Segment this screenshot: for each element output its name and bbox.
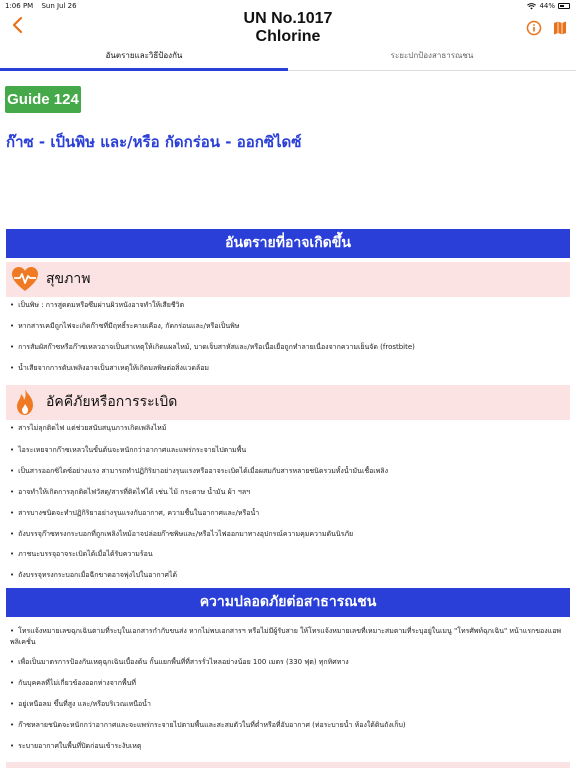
battery-percent: 44% [539, 2, 555, 10]
health-item: • น้ำเสียจากการดับเพลิงอาจเป็นสาเหตุให้เกิดมลพิษต่อสิ่งแวดล้อม [10, 363, 565, 374]
guide-title: ก๊าซ - เป็นพิษ และ/หรือ กัดกร่อน - ออกซิไดซ์ [6, 133, 302, 151]
guide-badge: Guide 124 [5, 86, 81, 113]
info-icon [526, 20, 542, 36]
fire-item: • สารไม่ลุกติดไฟ แต่ช่วยสนับสนุนการเกิดเพลิงไหม้ [10, 423, 565, 434]
fire-label: อัคคีภัยหรือการระเบิด [46, 394, 178, 410]
health-item: • การสัมผัสก๊าซหรือก๊าซเหลวอาจเป็นสาเหตุให้เกิดแผลไหม้, บาดเจ็บสาหัสและ/หรือเนื้อเยื่อถูกทำลายเนื่องจากความเย็นจัด (frostbite) [10, 342, 565, 353]
un-number: UN No.1017 [243, 10, 333, 27]
status-date: Sun Jul 26 [41, 2, 77, 10]
health-item: • เป็นพิษ : การสูดดมหรือซึมผ่านผิวหนังอาจทำให้เสียชีวิต [10, 300, 565, 311]
fire-item: • สารบางชนิดจะทำปฏิกิริยาอย่างรุนแรงกับอากาศ, ความชื้นในอากาศและ/หรือน้ำ [10, 508, 565, 519]
flame-icon [10, 388, 40, 416]
tab-public-safety-distance[interactable]: ระยะปกป้องสาธารณชน [390, 51, 474, 60]
fire-item: • เป็นสารออกซิไดซ์อย่างแรง สามารถทำปฏิกิริยาอย่างรุนแรงหรืออาจระเบิดได้เมื่อผสมกับสารหลายชนิดรวมทั้งน้ำมันเชื้อเพลิง [10, 466, 565, 477]
navigation-bar [0, 10, 576, 46]
info-button[interactable] [526, 20, 542, 36]
fire-item: • อาจทำให้เกิดการลุกติดไฟวัสดุ/สารที่ติดไฟได้ เช่น ไม้ กระดาษ น้ำมัน ผ้า ฯลฯ [10, 487, 565, 498]
battery-icon [558, 3, 570, 9]
safety-item: • เพื่อเป็นมาตรการป้องกันเหตุฉุกเฉินเบื้องต้น กั้นแยกพื้นที่ที่สารรั่วไหลอย่างน้อย 100 เมตร (330 ฟุต) ทุกทิศทาง [10, 657, 565, 668]
hazards-section-header: อันตรายที่อาจเกิดขึ้น [6, 229, 570, 258]
heartbeat-icon [10, 265, 40, 293]
fire-category [6, 385, 570, 420]
fire-item: • ถังบรรจุทรงกระบอกเมื่อฉีกขาดอาจพุ่งไปในอากาศได้ [10, 570, 565, 581]
status-time: 1:06 PM [5, 2, 34, 10]
health-category [6, 262, 570, 297]
map-icon [552, 20, 568, 36]
tab-bar [0, 46, 576, 72]
active-tab-indicator [0, 68, 288, 71]
map-button[interactable] [552, 20, 568, 36]
safety-item: • ก๊าซหลายชนิดจะหนักกว่าอากาศและจะแพร่กระจายไปตามพื้นและสะสมตัวในที่ต่ำหรือที่อับอากาศ (ท่อระบายน้ำ ห้องใต้ดินถังเก็บ) [10, 720, 565, 731]
next-category-row [6, 762, 570, 768]
safety-section-header: ความปลอดภัยต่อสาธารณชน [6, 588, 570, 617]
fire-item: • ไอระเหยจากก๊าซเหลวในขั้นต้นจะหนักกว่าอากาศและแพร่กระจายไปตามพื้น [10, 445, 565, 456]
safety-item: • กันบุคคลที่ไม่เกี่ยวข้องออกห่างจากพื้นที่ [10, 678, 565, 689]
fire-item: • ภาชนะบรรจุอาจระเบิดได้เมื่อได้รับความร้อน [10, 549, 565, 560]
tab-hazards-protection[interactable]: อันตรายและวิธีป้องกัน [105, 51, 183, 60]
fire-item: • ถังบรรจุก๊าซทรงกระบอกที่ถูกเพลิงไหม้อาจปล่อยก๊าซพิษและ/หรือไวไฟออกมาทางอุปกรณ์ความคุมความดันนิรภัย [10, 529, 565, 540]
health-label: สุขภาพ [46, 271, 91, 287]
wifi-icon [527, 3, 536, 10]
safety-item: • อยู่เหนือลม ขึ้นที่สูง และ/หรือบริเวณเหนือน้ำ [10, 699, 565, 710]
chemical-name: Chlorine [255, 28, 321, 45]
page-title [0, 10, 576, 46]
health-item: • หากสารเคมีถูกไฟจะเกิดก๊าซที่มีฤทธิ์ระคายเคือง, กัดกร่อนและ/หรือเป็นพิษ [10, 321, 565, 332]
safety-item: • ระบายอากาศในพื้นที่ปิดก่อนเข้าระงับเหตุ [10, 741, 565, 752]
safety-item: • โทรแจ้งหมายเลขฉุกเฉินตามที่ระบุในเอกสารกำกับขนส่ง หากไม่พบเอกสารฯ หรือไม่มีผู้รับสาย ให้โทรแจ้งหมายเลขที่เหมาะสมตามที่ระบุอยู่ในเมนู "โทรศัพท์ฉุกเฉิน" หน้าแรกของแอพพลิเคชั่น [10, 626, 565, 648]
